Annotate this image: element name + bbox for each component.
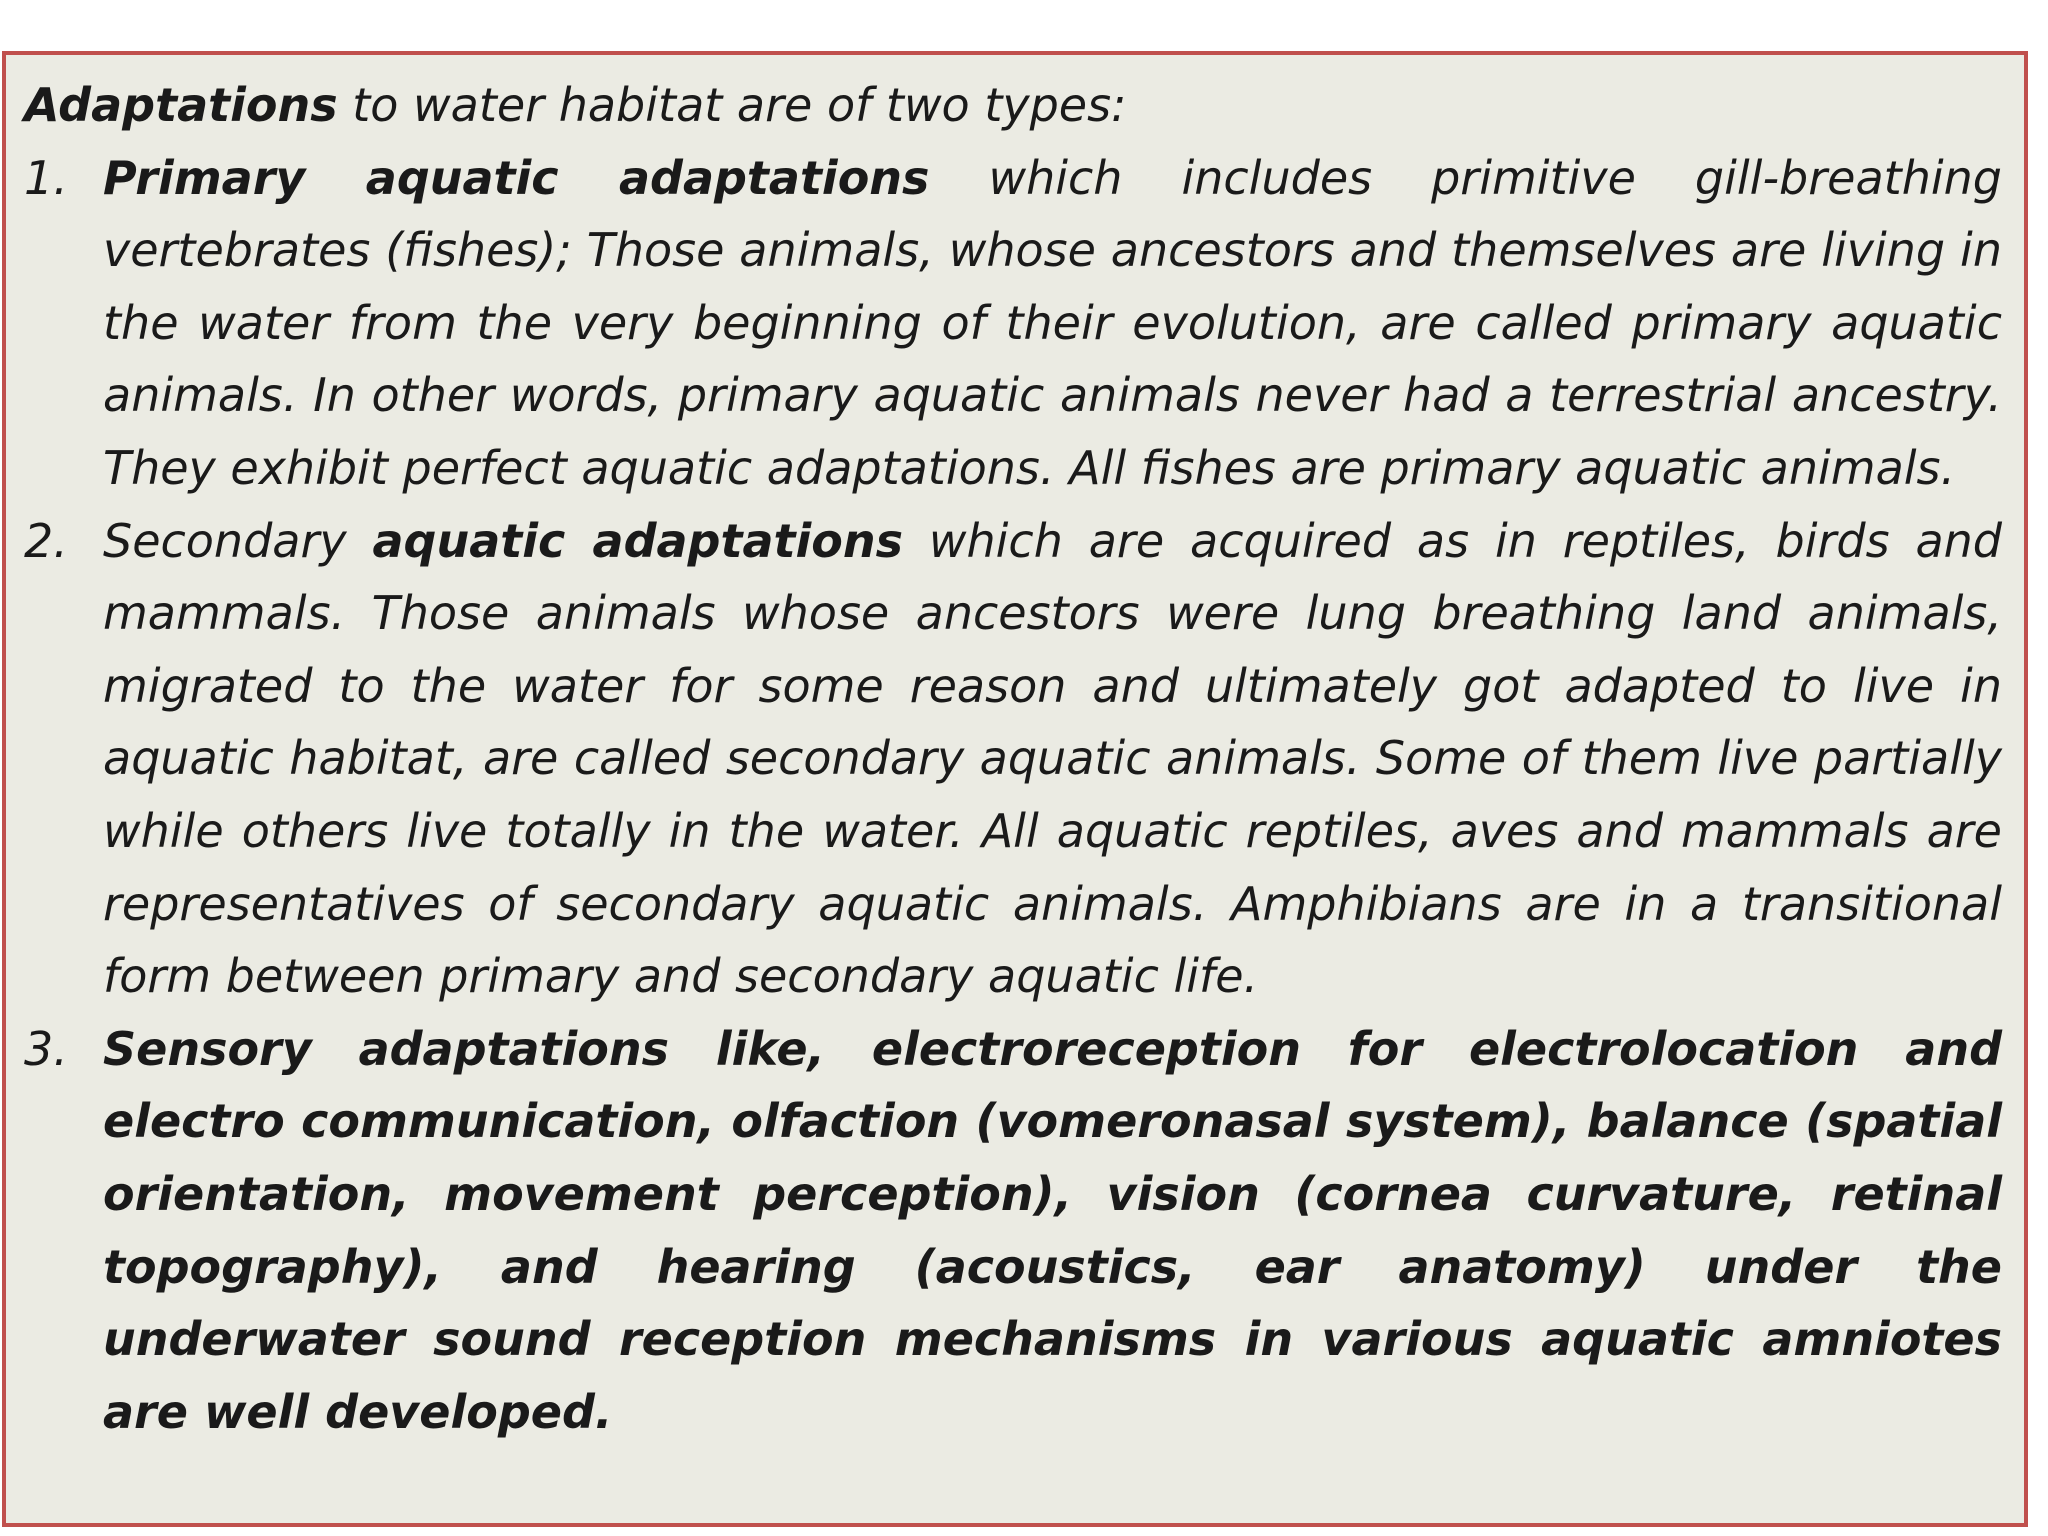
item-text: Sensory adaptations like, electroreception for electrolocation and electro communication, olfaction (vomeronasal system), balance (spatial orientation, movement perception), vision (cornea curvature, retinal topography), and hearing (acoustics, ear anatomy) under the underwater sound reception mechanisms in various aquatic amniotes are well developed. bbox=[103, 1021, 2002, 1439]
list-item-secondary bbox=[24, 505, 2002, 1013]
item-heading: aquatic adaptations bbox=[372, 513, 903, 568]
item-lead: Secondary bbox=[103, 513, 373, 568]
content-box bbox=[2, 51, 2028, 1527]
intro-term: Adaptations bbox=[24, 78, 338, 132]
adaptation-list bbox=[24, 142, 2002, 1449]
item-number: 2. bbox=[24, 513, 68, 568]
item-number: 1. bbox=[24, 150, 68, 205]
intro-text: to water habitat are of two types: bbox=[337, 78, 1127, 132]
list-item-primary bbox=[24, 142, 2002, 505]
item-heading: Primary aquatic adaptations bbox=[103, 150, 930, 205]
item-text: which includes primitive gill-breathing vertebrates (fishes); Those animals, whose ancestors and themselves are living in the water from the very beginning of their evolution, are called primary aquatic animals. In other words, primary aquatic animals never had a terrestrial ancestry. They exhibit perfect aquatic adaptations. All fishes are primary aquatic animals. bbox=[103, 150, 2002, 495]
list-item-sensory bbox=[24, 1013, 2002, 1449]
item-text: which are acquired as in reptiles, birds and mammals. Those animals whose ancestors were lung breathing land animals, migrated to the water for some reason and ultimately got adapted to live in aquatic habitat, are called secondary aquatic animals. Some of them live partially while others live totally in the water. All aquatic reptiles, aves and mammals are representatives of secondary aquatic animals. Amphibians are in a transitional form between primary and secondary aquatic life. bbox=[103, 513, 2002, 1004]
intro-line bbox=[24, 69, 2002, 142]
item-number: 3. bbox=[24, 1021, 68, 1076]
